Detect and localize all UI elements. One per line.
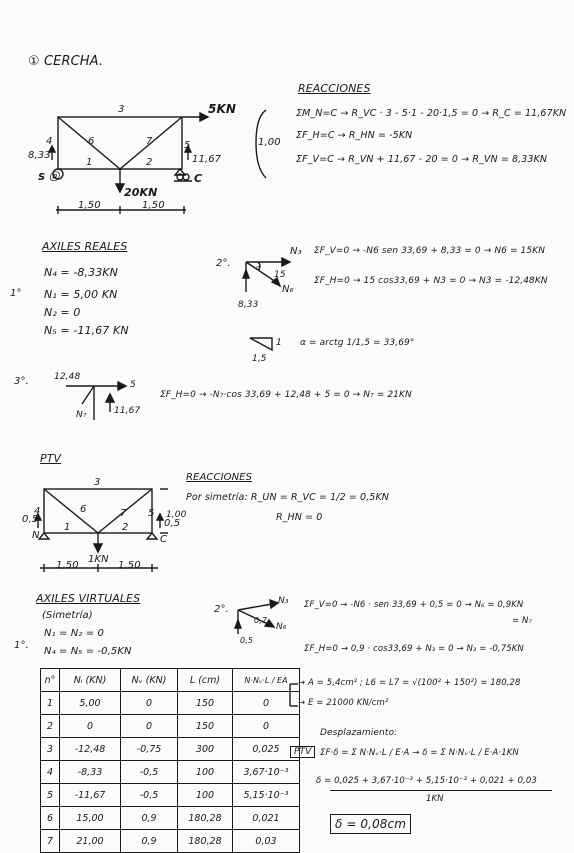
truss1-bar2-label: 2 (146, 157, 153, 168)
table-cell: 0,025 (233, 738, 300, 761)
ptv-bar5-label: 5 (148, 508, 155, 519)
table-cell: 100 (178, 761, 233, 784)
table-cell: 180,28 (178, 830, 233, 853)
ptv-dim1: 1,50 (56, 560, 79, 571)
table-cell: 0,9 (121, 807, 178, 830)
table-row (41, 692, 300, 715)
table-cell: 0,9 (121, 830, 178, 853)
table-cell: -11,67 (60, 784, 121, 807)
truss1-load-top: 5KN (208, 102, 236, 116)
table-cell: 100 (178, 784, 233, 807)
axiles-virtuales-subtitle: (Simetría) (42, 610, 93, 621)
table-cell: 0 (121, 715, 178, 738)
ptv-reaction-right: 0,5 (164, 518, 181, 529)
table-row (41, 738, 300, 761)
delta-numerator: δ = 0,025 + 3,67·10⁻³ + 5,15·10⁻³ + 0,021 + 0,03 (316, 776, 537, 786)
table-cell: 0 (233, 692, 300, 715)
table-cell: -0,5 (121, 784, 178, 807)
table-cell: 4 (41, 761, 60, 784)
table-cell: 15,00 (60, 807, 121, 830)
ptv-bar4-label: 4 (34, 506, 41, 517)
truss1-bar5-label: 5 (184, 140, 191, 151)
note-area-length: → A = 5,4cm² ; L6 = L7 = √(100² + 150²) = 180,28 (298, 678, 521, 688)
truss1-dim1: 1,50 (78, 200, 101, 211)
table-row (41, 807, 300, 830)
step-3-label: 3°. (14, 376, 29, 387)
page-title: ① CERCHA. (28, 54, 104, 69)
ptv-reacciones-eq-2: R_HN = 0 (276, 512, 323, 523)
table-header-row (41, 669, 300, 692)
step-2-label: 2°. (216, 258, 231, 269)
table-cell: 5,15·10⁻³ (233, 784, 300, 807)
truss1-reaction-right: 11,67 (192, 154, 222, 165)
ptv-load: 1KN (88, 554, 109, 565)
table-cell: 2 (41, 715, 60, 738)
axiles-virtuales-heading: AXILES VIRTUALES (36, 592, 141, 605)
table-row (41, 784, 300, 807)
table-cell: 1 (41, 692, 60, 715)
ptv-box-label: PTV (290, 746, 315, 758)
node2-eq-v: ΣF_V=0 → -N6 sen 33,69 + 8,33 = 0 → N6 = 15KN (314, 246, 546, 256)
note-modulus: → E = 21000 KN/cm² (298, 698, 389, 708)
reacciones-eq-3: ΣF_V=C → R_VN + 11,67 - 20 = 0 → R_VN = 8,33KN (296, 154, 548, 165)
table-row (41, 830, 300, 853)
virtual-node-eq-v: ΣF_V=0 → -N6 · sen 33,69 + 0,5 = 0 → N₆ = 0,9KN (304, 600, 524, 610)
table-cell: 21,00 (60, 830, 121, 853)
table-cell: 150 (178, 692, 233, 715)
table-cell: 5 (41, 784, 60, 807)
table-cell: -0,5 (121, 761, 178, 784)
truss1-dim-height: 1,00 (258, 137, 281, 148)
ptv-reaction-left: 0,5 (22, 514, 39, 525)
truss1-support-right: C (194, 172, 203, 185)
node3-5-label: 5 (130, 380, 136, 390)
table-cell: 180,28 (178, 807, 233, 830)
truss1-bar1-label: 1 (86, 157, 93, 168)
axil-n5: N₅ = -11,67 KN (44, 324, 129, 337)
node3-eq-h: ΣF_H=0 → -N₇·cos 33,69 + 12,48 + 5 = 0 → N₇ = 21KN (160, 390, 412, 400)
virtual-step-1-label: 1°. (14, 640, 29, 651)
virtual-node-07-label: 0,7 (254, 616, 268, 625)
ptv-reacciones-eq-1: Por simetría: R_UN = R_VC = 1/2 = 0,5KN (186, 492, 389, 503)
desplazamiento-heading: Desplazamiento: (320, 728, 398, 738)
step-1-label: 1° (10, 288, 22, 299)
truss1-dim2: 1,50 (142, 200, 165, 211)
table-cell: 300 (178, 738, 233, 761)
table-cell: 3,67·10⁻³ (233, 761, 300, 784)
virtual-node-n3-label: N₃ (278, 596, 289, 606)
truss1-bar7-label: 7 (146, 136, 153, 147)
table-cell: -0,75 (121, 738, 178, 761)
node3-1248-label: 12,48 (54, 372, 81, 382)
node3-1167-label: 11,67 (114, 406, 141, 416)
ptv-dim-height: 1,00 (166, 510, 187, 520)
truss1-load-bottom: 20KN (124, 186, 158, 199)
node3-n7-label: N₇ (76, 410, 87, 420)
table-header: L (cm) (178, 669, 233, 692)
node2-15-label: 15 (274, 270, 286, 280)
virtual-node-n6-label: N₆ (276, 622, 287, 632)
table-cell: -12,48 (60, 738, 121, 761)
virtual-node-05-label: 0,5 (240, 636, 254, 645)
table-cell: 0 (233, 715, 300, 738)
table-cell: 7 (41, 830, 60, 853)
ptv-bar1-label: 1 (64, 522, 71, 533)
axil-n4: N₄ = -8,33KN (44, 266, 118, 279)
table-cell: 5,00 (60, 692, 121, 715)
table-cell: 0 (60, 715, 121, 738)
ptv-heading: PTV (40, 452, 62, 465)
table-row (41, 715, 300, 738)
virtual-axil-n1-n2: N₁ = N₂ = 0 (44, 628, 104, 639)
table-cell: 150 (178, 715, 233, 738)
reacciones-heading: REACCIONES (298, 82, 371, 95)
truss1-support-left: S ⓝ (38, 172, 59, 183)
ptv-support-left: N (32, 530, 40, 541)
delta-denominator: 1KN (426, 794, 444, 804)
table-cell: 3 (41, 738, 60, 761)
ptv-bar3-label: 3 (94, 477, 101, 488)
truss1-reaction-left: 8,33 (28, 150, 51, 161)
truss1-bar3-label: 3 (118, 104, 125, 115)
table-header: Nᵢ (KN) (60, 669, 121, 692)
result-box: δ = 0,08cm (330, 814, 411, 834)
truss-1-diagram (49, 110, 266, 214)
table-cell: 6 (41, 807, 60, 830)
reacciones-eq-2: ΣF_H=C → R_HN = -5KN (296, 130, 413, 141)
ptv-bar2-label: 2 (122, 522, 129, 533)
axil-n2: N₂ = 0 (44, 306, 81, 319)
node2-eq-h: ΣF_H=0 → 15 cos33,69 + N3 = 0 → N3 = -12,48KN (314, 276, 548, 286)
ptv-support-right: C (160, 534, 168, 545)
ptv-reacciones-heading: REACCIONES (186, 472, 253, 483)
fraction-bar (330, 790, 552, 791)
axil-table (40, 668, 300, 853)
table-header: N·Nᵥ·L / EA (233, 669, 300, 692)
ptv-bar6-label: 6 (80, 504, 87, 515)
ptv-bar7-label: 7 (120, 508, 127, 519)
truss1-bar4-label: 4 (46, 136, 53, 147)
table-cell: 0,03 (233, 830, 300, 853)
virtual-axil-n4-n5: N₄ = N₅ = -0,5KN (44, 646, 132, 657)
table-cell: -8,33 (60, 761, 121, 784)
virtual-node-eq-v-n7: = N₇ (512, 616, 532, 626)
axil-n1: N₁ = 5,00 KN (44, 288, 118, 301)
ptv-dim2: 1,50 (118, 560, 141, 571)
triangle-1-label: 1 (276, 338, 282, 348)
virtual-node-eq-h: ΣF_H=0 → 0,9 · cos33,69 + N₃ = 0 → N₃ = -0,75KN (304, 644, 524, 654)
table-cell: 0,021 (233, 807, 300, 830)
axiles-reales-heading: AXILES REALES (42, 240, 128, 253)
node2-n6-label: N₆ (282, 284, 294, 295)
node2-n3-label: N₃ (290, 246, 302, 257)
triangle-15-label: 1,5 (252, 354, 267, 364)
alpha-equation: α = arctg 1/1,5 = 33,69° (300, 338, 415, 348)
truss1-bar6-label: 6 (88, 136, 95, 147)
table-cell: 0 (121, 692, 178, 715)
angle-triangle (250, 338, 272, 350)
desplazamiento-equation: ΣF·δ = Σ N·Nᵥ·L / E·A → δ = Σ N·Nᵥ·L / E·A·1KN (320, 748, 519, 758)
table-header: n° (41, 669, 60, 692)
table-row (41, 761, 300, 784)
reacciones-eq-1: ΣM_N=C → R_VC · 3 - 5·1 - 20·1,5 = 0 → R_C = 11,67KN (296, 108, 567, 119)
virtual-step-2-label: 2°. (214, 604, 229, 615)
node2-833-label: 8,33 (238, 300, 259, 310)
node2-angle-label: α (256, 264, 261, 272)
table-header: Nᵥ (KN) (121, 669, 178, 692)
